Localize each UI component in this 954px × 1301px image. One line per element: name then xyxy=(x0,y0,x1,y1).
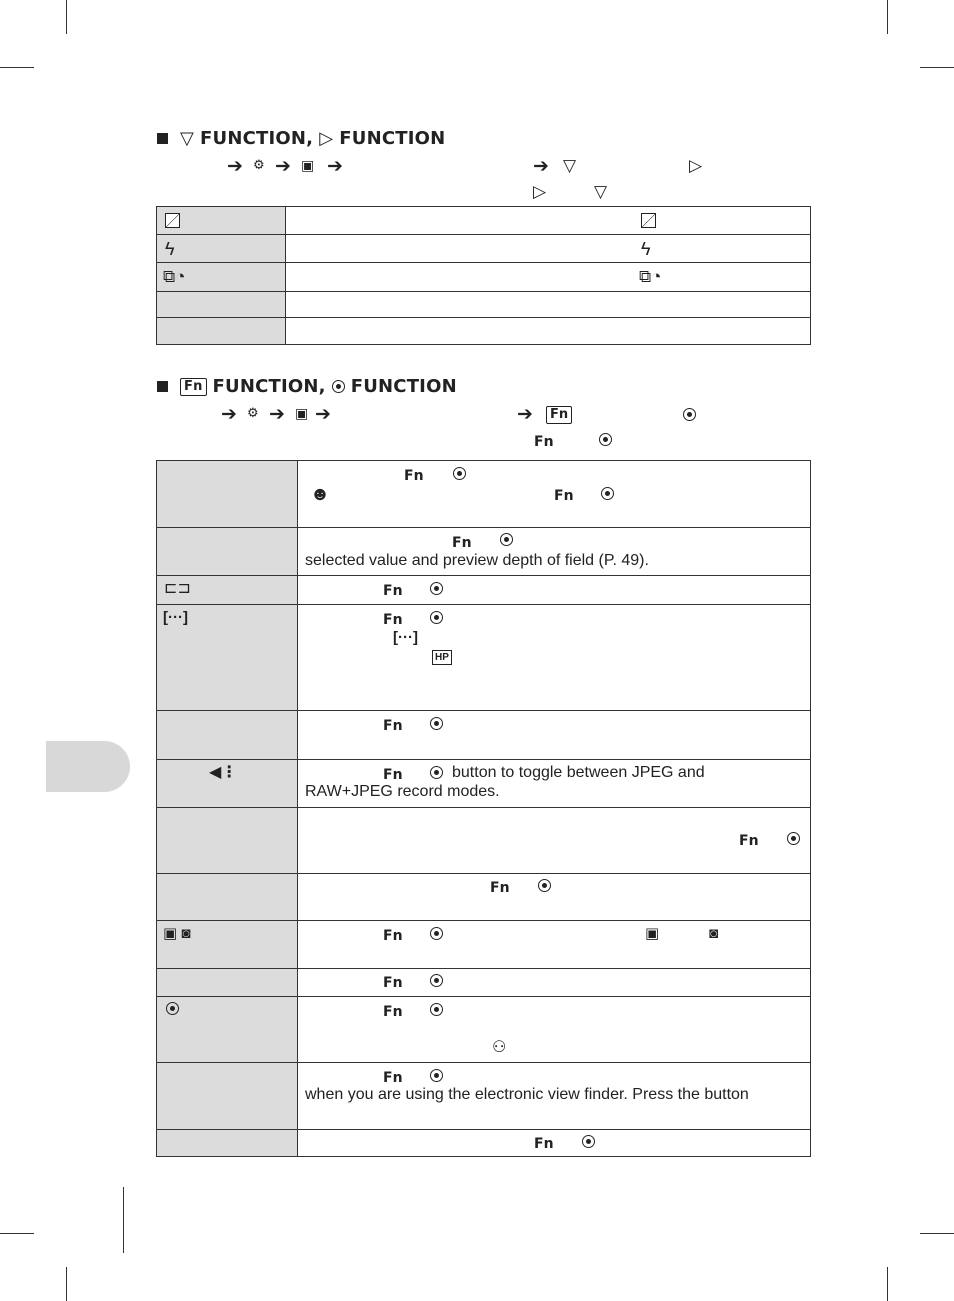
table-row xyxy=(157,874,811,921)
custom-menu-b-icon: ▣ xyxy=(301,157,315,173)
target-button-icon xyxy=(538,879,551,892)
target-button-icon xyxy=(430,717,443,730)
table-row xyxy=(157,605,811,711)
flash-icon: ϟ xyxy=(165,239,175,259)
margin-rule xyxy=(123,1187,124,1253)
target-button-icon xyxy=(601,487,614,500)
arrow-icon: ➔ xyxy=(315,404,331,425)
underwater-wide-icon: ▣ xyxy=(645,925,660,942)
table-row xyxy=(157,263,811,292)
fn-button-icon: Fn xyxy=(546,406,572,424)
right-triangle-icon: ▷ xyxy=(689,156,703,175)
exposure-compensation-icon xyxy=(641,213,656,228)
bullet-square-icon xyxy=(157,133,168,144)
down-triangle-icon: ▽ xyxy=(563,156,577,175)
exposure-compensation-icon xyxy=(165,213,180,228)
face-detect-icon: ☻ xyxy=(310,484,330,505)
table-row xyxy=(157,318,811,345)
arrow-icon: ➔ xyxy=(275,156,291,177)
movie-icon: ⚇ xyxy=(492,1039,507,1056)
section1-heading: ▽ FUNCTION, ▷ FUNCTION xyxy=(157,128,445,149)
crop-mark xyxy=(887,1267,888,1301)
one-touch-wb-icon: ⊏⊐ xyxy=(164,580,191,597)
target-button-icon xyxy=(430,1003,443,1016)
fn-label: Fn xyxy=(534,1136,554,1152)
underwater-mode-icon: ▣ ◙ xyxy=(163,925,191,942)
target-button-icon xyxy=(599,433,612,446)
row-text: RAW+JPEG record modes. xyxy=(305,783,500,800)
fn-label: Fn xyxy=(554,488,574,504)
underwater-macro-icon: ◙ xyxy=(709,925,719,942)
table-row xyxy=(157,207,811,235)
crop-mark xyxy=(66,1267,67,1301)
section1-table xyxy=(156,206,811,345)
custom-menu-b-icon: ▣ xyxy=(295,405,309,421)
section2-heading: Fn FUNCTION, FUNCTION xyxy=(157,376,457,397)
target-button-icon xyxy=(453,467,466,480)
target-button-icon xyxy=(332,380,345,393)
target-button-icon xyxy=(430,927,443,940)
row-text: selected value and preview depth of field (P. 49). xyxy=(305,552,649,569)
row-text: button to toggle between JPEG and xyxy=(452,764,705,781)
raw-quality-icon: ◀⋮ xyxy=(209,764,238,781)
crop-mark xyxy=(66,0,67,34)
crop-mark xyxy=(0,67,34,68)
fn-label: Fn xyxy=(490,880,510,896)
fn-label: Fn xyxy=(383,583,403,599)
section2-table xyxy=(156,460,811,1157)
target-button-icon xyxy=(787,832,800,845)
table-row xyxy=(157,1063,811,1130)
af-target-icon: [···] xyxy=(163,609,188,626)
fn-label: Fn xyxy=(534,434,554,450)
target-button-icon xyxy=(582,1135,595,1148)
target-button-icon xyxy=(430,974,443,987)
flash-icon: ϟ xyxy=(641,239,651,259)
arrow-icon: ➔ xyxy=(327,156,343,177)
home-position-icon: HP xyxy=(432,650,452,665)
fn-label: Fn xyxy=(383,1070,403,1086)
table-row xyxy=(157,1130,811,1157)
crop-mark xyxy=(0,1233,34,1234)
arrow-icon: ➔ xyxy=(517,404,533,425)
fn-label: Fn xyxy=(739,833,759,849)
table-row xyxy=(157,576,811,605)
sequential-self-timer-icon: ⧉◔ xyxy=(163,267,186,286)
gear-icon: ⚙ xyxy=(253,157,265,172)
down-triangle-icon: ▽ xyxy=(180,128,195,149)
target-button-icon xyxy=(500,533,513,546)
table-row xyxy=(157,921,811,969)
table-row xyxy=(157,711,811,760)
arrow-icon: ➔ xyxy=(533,156,549,177)
fn-label: Fn xyxy=(383,928,403,944)
fn-label: Fn xyxy=(452,535,472,551)
target-button-icon xyxy=(430,611,443,624)
sequential-self-timer-icon: ⧉◔ xyxy=(639,267,662,286)
target-button-icon xyxy=(166,1002,179,1015)
table-row xyxy=(157,760,811,808)
crop-mark xyxy=(920,67,954,68)
table-row xyxy=(157,528,811,576)
af-target-icon: [···] xyxy=(393,629,418,646)
table-row xyxy=(157,461,811,528)
target-button-icon xyxy=(430,1069,443,1082)
table-row xyxy=(157,808,811,874)
chapter-tab xyxy=(46,741,130,792)
target-button-icon xyxy=(683,408,696,421)
down-triangle-icon: ▽ xyxy=(594,182,608,201)
bullet-square-icon xyxy=(157,381,168,392)
table-row xyxy=(157,235,811,263)
right-triangle-icon: ▷ xyxy=(533,182,547,201)
right-triangle-icon: ▷ xyxy=(319,128,334,149)
arrow-icon: ➔ xyxy=(221,404,237,425)
arrow-icon: ➔ xyxy=(227,156,243,177)
crop-mark xyxy=(920,1233,954,1234)
fn-label: Fn xyxy=(383,1004,403,1020)
row-text: when you are using the electronic view finder. Press the button xyxy=(305,1086,749,1103)
fn-label: Fn xyxy=(383,767,403,783)
fn-label: Fn xyxy=(383,718,403,734)
gear-icon: ⚙ xyxy=(247,405,259,420)
table-row xyxy=(157,969,811,997)
fn-label: Fn xyxy=(404,468,424,484)
arrow-icon: ➔ xyxy=(269,404,285,425)
fn-label: Fn xyxy=(383,975,403,991)
fn-button-icon: Fn xyxy=(180,378,207,396)
crop-mark xyxy=(887,0,888,34)
table-row xyxy=(157,292,811,318)
target-button-icon xyxy=(430,582,443,595)
target-button-icon xyxy=(430,766,443,779)
fn-label: Fn xyxy=(383,612,403,628)
table-row xyxy=(157,997,811,1063)
